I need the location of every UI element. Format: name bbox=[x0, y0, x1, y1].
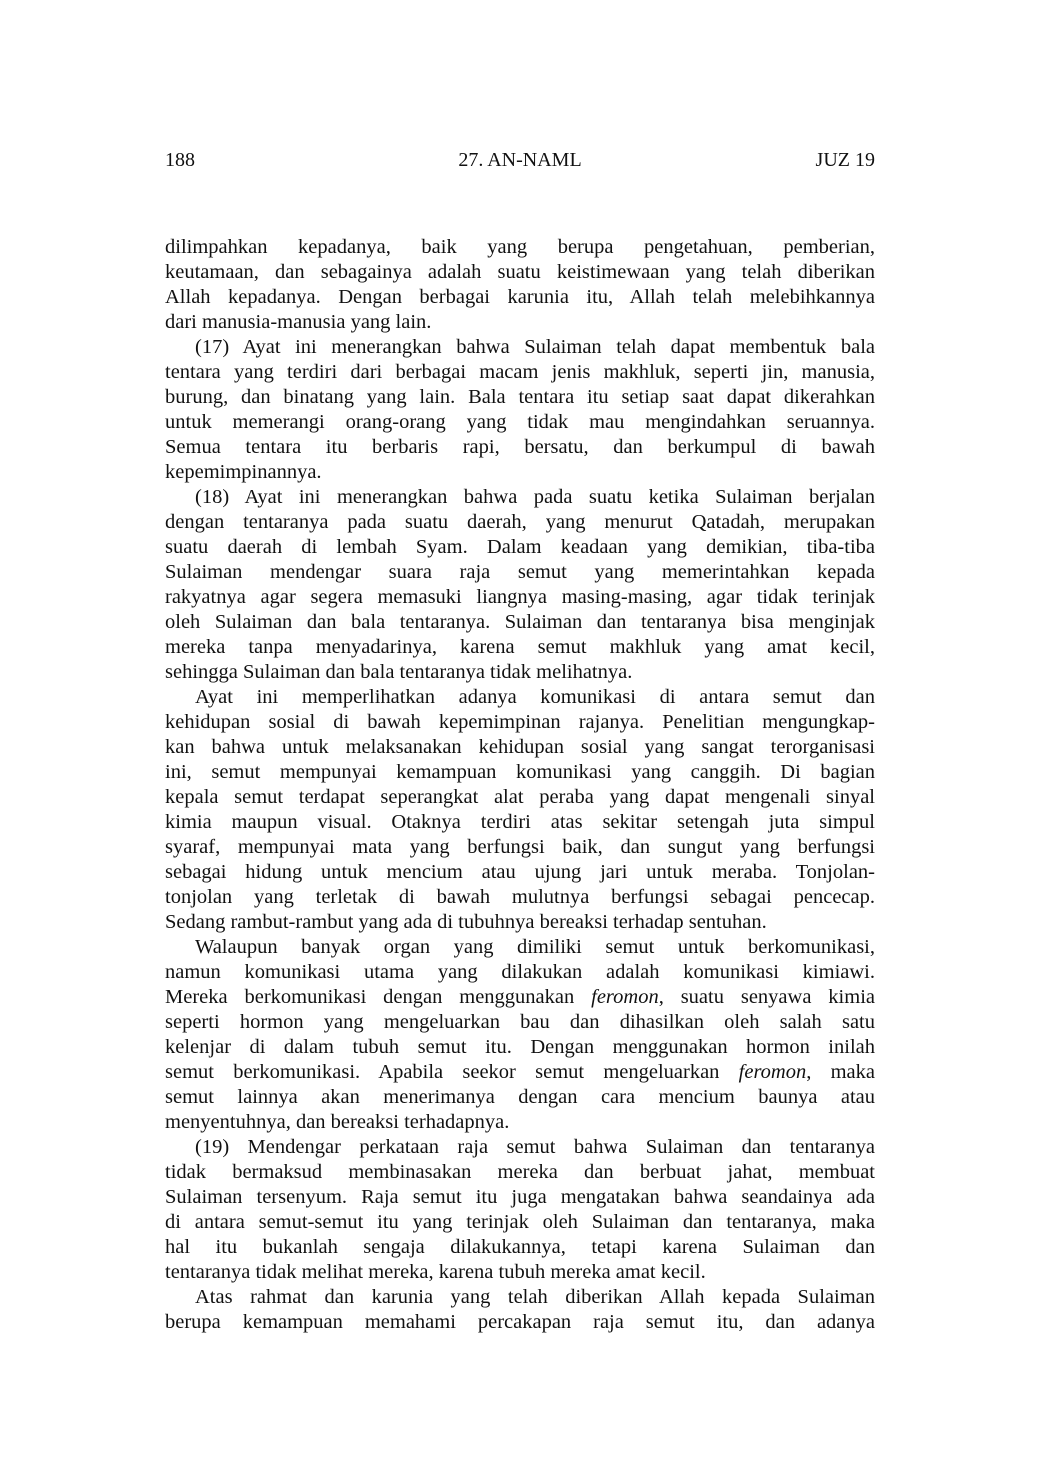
text-line: ini, semut mempunyai kemampuan komunikasi yang canggih. Di bagian bbox=[165, 761, 875, 783]
text-line: rakyatnya agar segera memasuki liangnya masing-masing, agar tidak terinjak bbox=[165, 586, 875, 608]
text-line: oleh Sulaiman dan bala tentaranya. Sulaiman dan tentaranya bisa menginjak bbox=[165, 611, 875, 633]
text-line: Walaupun banyak organ yang dimiliki semut untuk berkomunikasi, bbox=[195, 936, 875, 958]
text-line: dari manusia-manusia yang lain. bbox=[165, 311, 432, 333]
text-line: dengan tentaranya pada suatu daerah, yang menurut Qatadah, merupakan bbox=[165, 511, 875, 533]
text-line: tentaranya tidak melihat mereka, karena tubuh mereka amat kecil. bbox=[165, 1261, 706, 1283]
paragraph bbox=[165, 1135, 875, 1285]
paragraph bbox=[165, 935, 875, 1135]
text-line: Sedang rambut-rambut yang ada di tubuhnya bereaksi terhadap sentuhan. bbox=[165, 911, 767, 933]
text-line: Sulaiman tersenyum. Raja semut itu juga mengatakan bahwa seandainya ada bbox=[165, 1186, 875, 1208]
text-line: Allah kepadanya. Dengan berbagai karunia itu, Allah telah melebihkannya bbox=[165, 286, 875, 308]
text-line: kepala semut terdapat seperangkat alat peraba yang dapat mengenali sinyal bbox=[165, 786, 875, 808]
running-header bbox=[165, 147, 875, 173]
text-line: tidak bermaksud membinasakan mereka dan berbuat jahat, membuat bbox=[165, 1161, 875, 1183]
text-line: kepemimpinannya. bbox=[165, 461, 322, 483]
text-line: Semua tentara itu berbaris rapi, bersatu, dan berkumpul di bawah bbox=[165, 436, 875, 458]
text-line: menyentuhnya, dan bereaksi terhadapnya. bbox=[165, 1111, 510, 1133]
chapter-title: 27. AN-NAML bbox=[458, 149, 582, 171]
text-line: semut berkomunikasi. Apabila seekor semut mengeluarkan feromon, maka bbox=[165, 1061, 875, 1083]
text-line: kehidupan sosial di bawah kepemimpinan rajanya. Penelitian mengungkap- bbox=[165, 711, 875, 733]
paragraph bbox=[165, 685, 875, 935]
text-line: Ayat ini memperlihatkan adanya komunikasi di antara semut dan bbox=[195, 686, 875, 708]
paragraph bbox=[165, 485, 875, 685]
text-line: Atas rahmat dan karunia yang telah diberikan Allah kepada Sulaiman bbox=[195, 1286, 875, 1308]
text-line: untuk memerangi orang-orang yang tidak mau mengindahkan seruannya. bbox=[165, 411, 875, 433]
text-line: keutamaan, dan sebagainya adalah suatu keistimewaan yang telah diberikan bbox=[165, 261, 875, 283]
italic-term: feromon bbox=[591, 986, 659, 1008]
text-line: kimia maupun visual. Otaknya terdiri atas sekitar setengah juta simpul bbox=[165, 811, 875, 833]
text-line: suatu daerah di lembah Syam. Dalam keadaan yang demikian, tiba-tiba bbox=[165, 536, 875, 558]
text-line: dilimpahkan kepadanya, baik yang berupa pengetahuan, pemberian, bbox=[165, 236, 875, 258]
text-line: berupa kemampuan memahami percakapan raja semut itu, dan adanya bbox=[165, 1311, 875, 1333]
juz-label: JUZ 19 bbox=[815, 149, 875, 171]
paragraph bbox=[165, 235, 875, 335]
body-text bbox=[165, 235, 875, 1335]
text-line: kan bahwa untuk melaksanakan kehidupan sosial yang sangat terorganisasi bbox=[165, 736, 875, 758]
italic-term: feromon bbox=[738, 1061, 807, 1083]
text-line: sehingga Sulaiman dan bala tentaranya tidak melihatnya. bbox=[165, 661, 633, 683]
text-line: Sulaiman mendengar suara raja semut yang memerintahkan kepada bbox=[165, 561, 875, 583]
text-line: seperti hormon yang mengeluarkan bau dan dihasilkan oleh salah satu bbox=[165, 1011, 875, 1033]
text-line: di antara semut-semut itu yang terinjak oleh Sulaiman dan tentaranya, maka bbox=[165, 1211, 875, 1233]
text-line: semut lainnya akan menerimanya dengan cara mencium baunya atau bbox=[165, 1086, 875, 1108]
text-line: sebagai hidung untuk mencium atau ujung jari untuk meraba. Tonjolan- bbox=[165, 861, 875, 883]
text-line: (17) Ayat ini menerangkan bahwa Sulaiman telah dapat membentuk bala bbox=[195, 336, 875, 358]
text-line: Mereka berkomunikasi dengan menggunakan feromon, suatu senyawa kimia bbox=[165, 986, 875, 1008]
paragraph bbox=[165, 335, 875, 485]
text-line: namun komunikasi utama yang dilakukan adalah komunikasi kimiawi. bbox=[165, 961, 875, 983]
text-line: hal itu bukanlah sengaja dilakukannya, tetapi karena Sulaiman dan bbox=[165, 1236, 875, 1258]
text-line: (19) Mendengar perkataan raja semut bahwa Sulaiman dan tentaranya bbox=[195, 1136, 875, 1158]
text-line: tentara yang terdiri dari berbagai macam jenis makhluk, seperti jin, manusia, bbox=[165, 361, 875, 383]
text-line: (18) Ayat ini menerangkan bahwa pada suatu ketika Sulaiman berjalan bbox=[195, 486, 875, 508]
text-line: kelenjar di dalam tubuh semut itu. Dengan menggunakan hormon inilah bbox=[165, 1036, 875, 1058]
text-line: tonjolan yang terletak di bawah mulutnya berfungsi sebagai pencecap. bbox=[165, 886, 875, 908]
paragraph bbox=[165, 1285, 875, 1335]
text-line: mereka tanpa menyadarinya, karena semut makhluk yang amat kecil, bbox=[165, 636, 875, 658]
page-number: 188 bbox=[165, 149, 195, 171]
text-line: syaraf, mempunyai mata yang berfungsi baik, dan sungut yang berfungsi bbox=[165, 836, 875, 858]
text-line: burung, dan binatang yang lain. Bala tentara itu setiap saat dapat dikerahkan bbox=[165, 386, 875, 408]
